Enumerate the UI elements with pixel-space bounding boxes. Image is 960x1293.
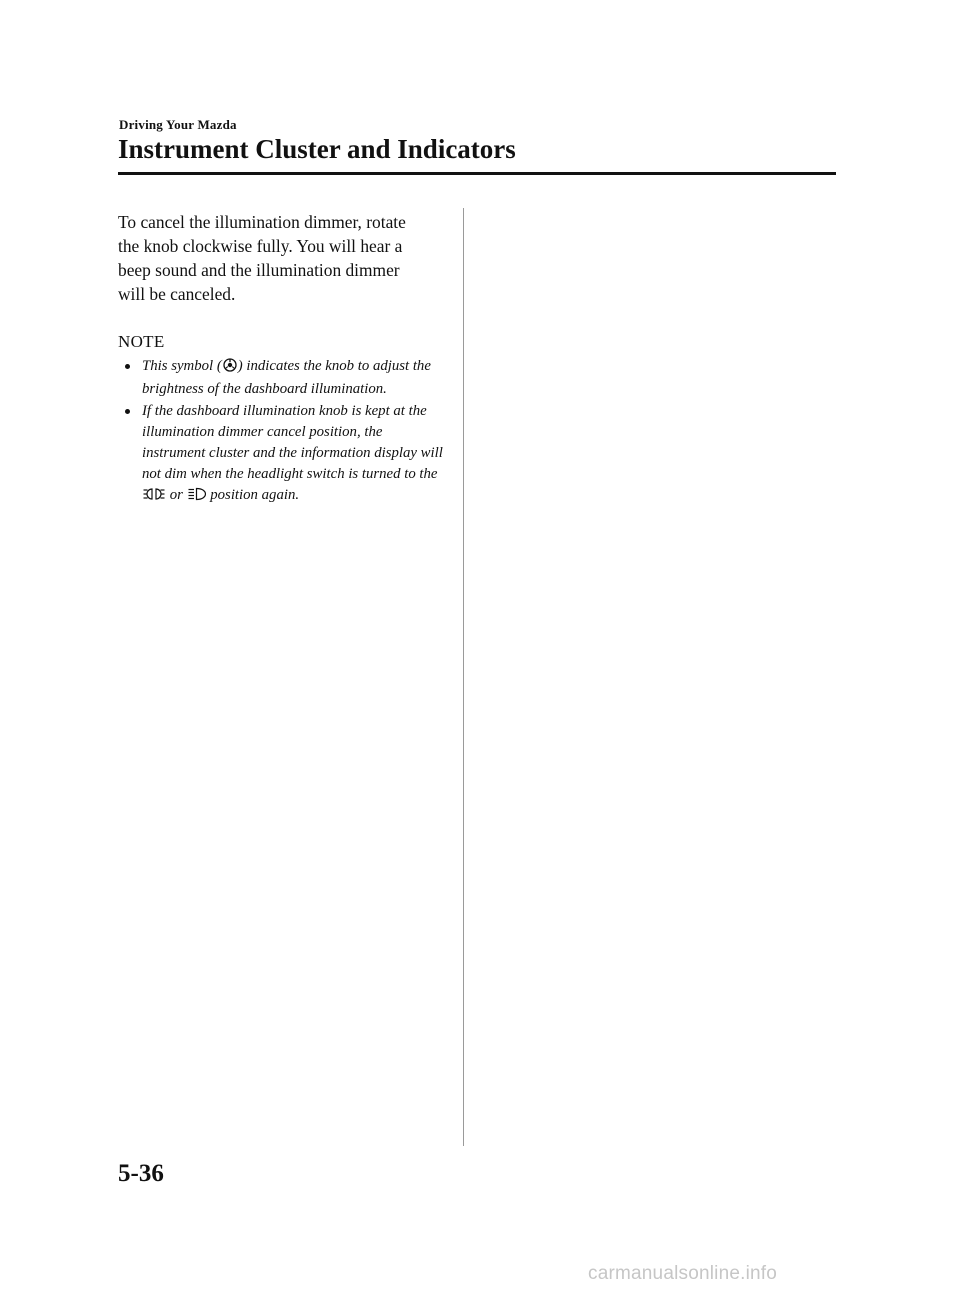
parking-light-icon [143, 487, 165, 508]
page-number: 5-36 [118, 1160, 164, 1187]
watermark: carmanualsonline.info [588, 1263, 778, 1284]
note-item-text: position again. [206, 487, 300, 503]
note-item-dimmer-cancel [118, 401, 448, 508]
page-title: Instrument Cluster and Indicators [118, 134, 516, 164]
note-item-text: or [166, 487, 187, 503]
column-divider [463, 208, 464, 1146]
note-item-symbol [118, 356, 448, 400]
note-item-text: This symbol ( [142, 358, 222, 374]
headlight-icon [188, 487, 206, 508]
bullet-icon [125, 364, 130, 369]
title-rule [118, 172, 836, 175]
note-item-text: If the dashboard illumination knob is kept at the illumination dimmer cancel position, the instrument cluster and the information display will not dim when the headlight switch is turned to the [142, 403, 443, 482]
body-paragraph: To cancel the illumination dimmer, rotate the knob clockwise fully. You will hear a beep sound and the illumination dimmer will be canceled. [118, 212, 406, 304]
section-label: Driving Your Mazda [119, 117, 237, 132]
dashboard-illumination-knob-icon [223, 358, 237, 379]
note-heading: NOTE [118, 332, 165, 351]
note-item-text: ) indicates the knob to adjust the brightness of the dashboard illumination. [142, 358, 431, 397]
bullet-icon [125, 409, 130, 414]
note-list [118, 356, 448, 508]
left-column [118, 210, 448, 509]
